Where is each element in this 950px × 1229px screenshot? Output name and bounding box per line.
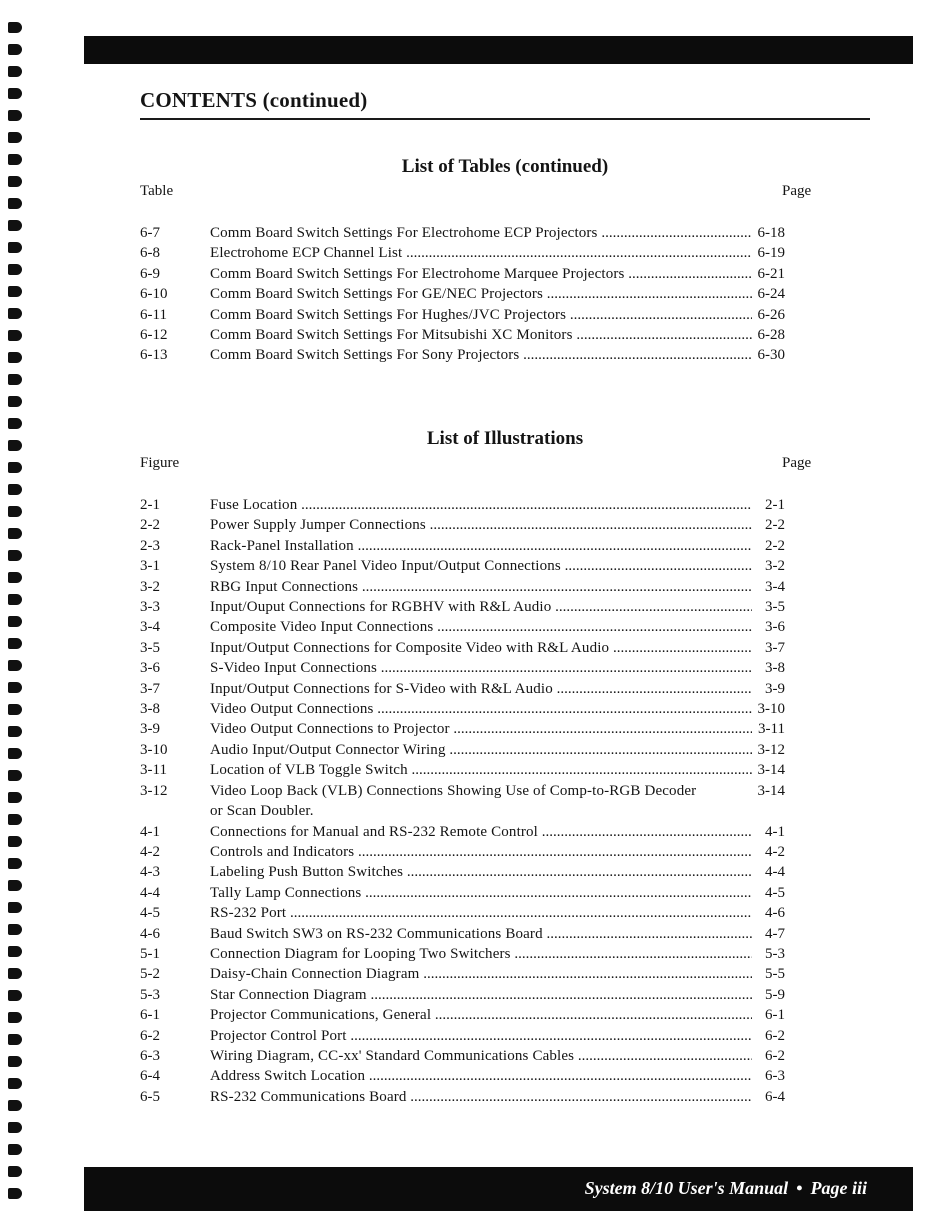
binding-hole (8, 770, 22, 781)
entry-title-text: Controls and Indicators ..... (210, 844, 752, 860)
entry-title (210, 264, 752, 284)
binding-hole (8, 308, 22, 319)
entry-title (210, 822, 752, 842)
entry-page: 6-30 (752, 345, 785, 365)
entry-page: 2-2 (752, 536, 785, 556)
entry-title (210, 699, 752, 719)
binding-hole (8, 242, 22, 253)
toc-row (140, 515, 785, 535)
toc-row (140, 284, 785, 304)
entry-page: 3-7 (752, 638, 785, 658)
entry-title (210, 223, 752, 243)
entry-title (210, 740, 752, 760)
entry-page: 5-5 (752, 964, 785, 984)
entry-title-text: S-Video Input Connections ..... (210, 660, 752, 676)
entry-number: 3-5 (140, 639, 160, 656)
entry-title-text: System 8/10 Rear Panel Video Input/Output Connections ..... (210, 558, 752, 574)
entry-title-text: Tally Lamp Connections ..... (210, 885, 752, 901)
entry-title-text: Composite Video Input Connections ..... (210, 619, 752, 635)
binding-hole (8, 220, 22, 231)
entry-page: 6-26 (752, 305, 785, 325)
entry-title-text: Projector Communications, General ..... (210, 1007, 752, 1023)
entry-number: 4-4 (140, 884, 160, 901)
toc-row (140, 1046, 785, 1066)
entry-title (210, 617, 752, 637)
entry-title-text: Audio Input/Output Connector Wiring ..... (210, 742, 752, 758)
toc-row (140, 924, 785, 944)
entry-title-text: RS-232 Port ..... (210, 905, 752, 921)
toc-row (140, 944, 785, 964)
entry-title (210, 760, 752, 780)
toc-row (140, 679, 785, 699)
entry-title (210, 1026, 752, 1046)
binding-hole (8, 946, 22, 957)
entry-title-text: Baud Switch SW3 on RS-232 Communications Board ..... (210, 926, 752, 942)
entry-number: 5-2 (140, 966, 160, 983)
entry-number: 3-11 (140, 762, 167, 779)
entry-number: 6-12 (140, 327, 168, 344)
entry-page: 3-9 (752, 679, 785, 699)
binding-hole (8, 374, 22, 385)
entry-title-text: Comm Board Switch Settings For Hughes/JVC Projectors ..... (210, 307, 752, 323)
binding-hole (8, 1100, 22, 1111)
entry-title-continuation: or Scan Doubler. (210, 803, 314, 820)
entry-title (210, 658, 752, 678)
entry-title (210, 284, 752, 304)
figure-column-label: Figure (140, 455, 180, 471)
toc-row (140, 985, 785, 1005)
binding-hole (8, 836, 22, 847)
entry-title (210, 862, 752, 882)
binding-hole (8, 726, 22, 737)
toc-row (140, 903, 785, 923)
binding-hole (8, 528, 22, 539)
tables-list (140, 223, 785, 366)
entry-number: 4-3 (140, 864, 160, 881)
entry-number: 3-7 (140, 680, 160, 697)
toc-row (140, 781, 785, 822)
entry-title (210, 495, 752, 515)
entry-title (210, 556, 752, 576)
binding-hole (8, 1012, 22, 1023)
entry-title (210, 883, 752, 903)
entry-title (210, 944, 752, 964)
entry-number: 4-2 (140, 843, 160, 860)
entry-page: 3-14 (752, 781, 785, 801)
binding-hole (8, 198, 22, 209)
entry-title-text: Location of VLB Toggle Switch ..... (210, 762, 752, 778)
entry-title-text: Projector Control Port ..... (210, 1028, 752, 1044)
entry-number: 6-13 (140, 347, 168, 364)
toc-row (140, 325, 785, 345)
entry-page: 5-3 (752, 944, 785, 964)
toc-row (140, 1087, 785, 1107)
binding-hole (8, 638, 22, 649)
toc-row (140, 597, 785, 617)
table-column-label: Table (140, 183, 174, 199)
entry-page: 6-4 (752, 1087, 785, 1107)
binding-hole (8, 286, 22, 297)
toc-row (140, 862, 785, 882)
toc-row (140, 536, 785, 556)
toc-row (140, 264, 785, 284)
binding-hole (8, 330, 22, 341)
entry-page: 3-11 (752, 719, 785, 739)
entry-title (210, 842, 752, 862)
toc-row (140, 577, 785, 597)
binding-hole (8, 88, 22, 99)
entry-title-text: Electrohome ECP Channel List ..... (210, 245, 752, 261)
binding-hole (8, 462, 22, 473)
footer-text (585, 1178, 867, 1199)
toc-row (140, 658, 785, 678)
binding-hole (8, 22, 22, 33)
footer-separator: • (796, 1178, 803, 1198)
entry-title-text: Wiring Diagram, CC-xx' Standard Communications Cables ..... (210, 1048, 752, 1064)
entry-number: 3-1 (140, 558, 160, 575)
binding-hole (8, 594, 22, 605)
toc-row (140, 842, 785, 862)
entry-number: 3-4 (140, 619, 160, 636)
entry-title (210, 1087, 752, 1107)
entry-title-text: Input/Output Connections for S-Video with R&L Audio ..... (210, 681, 752, 697)
entry-title-text: Comm Board Switch Settings For GE/NEC Projectors ..... (210, 286, 752, 302)
entry-number: 3-2 (140, 578, 160, 595)
entry-title (210, 1066, 752, 1086)
entry-page: 2-2 (752, 515, 785, 535)
binding-hole (8, 572, 22, 583)
tables-page-column-label: Page (782, 183, 812, 199)
entry-title (210, 515, 752, 535)
entry-number: 6-5 (140, 1088, 160, 1105)
entry-page: 6-19 (752, 243, 785, 263)
entry-title (210, 985, 752, 1005)
binding-hole (8, 1122, 22, 1133)
entry-number: 4-1 (140, 823, 160, 840)
binding-hole (8, 704, 22, 715)
entry-number: 6-2 (140, 1027, 160, 1044)
entry-number: 3-8 (140, 701, 160, 718)
entry-title (210, 964, 752, 984)
entry-number: 6-4 (140, 1068, 160, 1085)
entry-page: 6-18 (752, 223, 785, 243)
entry-title-text: Video Output Connections ..... (210, 701, 752, 717)
entry-number: 4-6 (140, 925, 160, 942)
toc-row (140, 1005, 785, 1025)
entry-title-text: Address Switch Location ..... (210, 1068, 752, 1084)
binding-hole (8, 44, 22, 55)
binding-hole (8, 902, 22, 913)
binding-hole (8, 396, 22, 407)
entry-page: 6-2 (752, 1046, 785, 1066)
entry-title-text: Connections for Manual and RS-232 Remote Control ..... (210, 824, 752, 840)
binding-hole (8, 110, 22, 121)
entry-title-text: Star Connection Diagram ..... (210, 987, 752, 1003)
entry-page: 6-2 (752, 1026, 785, 1046)
entry-title-text: Input/Output Connections for Composite Video with R&L Audio ..... (210, 640, 752, 656)
entry-page: 4-7 (752, 924, 785, 944)
entry-title (210, 638, 752, 658)
entry-number: 6-8 (140, 245, 160, 262)
entry-title-text: Power Supply Jumper Connections ..... (210, 517, 752, 533)
entry-title-text: RS-232 Communications Board ..... (210, 1089, 752, 1105)
binding-hole (8, 1166, 22, 1177)
footer-bar (84, 1167, 913, 1211)
binding-hole (8, 748, 22, 759)
entry-page: 4-5 (752, 883, 785, 903)
toc-row (140, 617, 785, 637)
toc-row (140, 699, 785, 719)
entry-title-text: Comm Board Switch Settings For Electrohome ECP Projectors ..... (210, 225, 752, 241)
binding-hole (8, 858, 22, 869)
binding-hole (8, 506, 22, 517)
entry-page: 3-4 (752, 577, 785, 597)
top-black-bar (84, 36, 913, 64)
entry-number: 6-10 (140, 286, 168, 303)
entry-title (210, 924, 752, 944)
entry-number: 6-11 (140, 306, 167, 323)
entry-title (210, 577, 752, 597)
entry-page: 4-6 (752, 903, 785, 923)
entry-page: 3-14 (752, 760, 785, 780)
toc-row (140, 243, 785, 263)
entry-page: 6-3 (752, 1066, 785, 1086)
entry-page: 3-6 (752, 617, 785, 637)
entry-title-text: RBG Input Connections ..... (210, 579, 752, 595)
entry-title-text: Comm Board Switch Settings For Electrohome Marquee Projectors ..... (210, 266, 752, 282)
entry-title (210, 903, 752, 923)
binding-hole (8, 968, 22, 979)
tables-heading: List of Tables (continued) (401, 156, 609, 177)
binding-hole (8, 880, 22, 891)
entry-page: 3-5 (752, 597, 785, 617)
entry-title-text: Video Output Connections to Projector ..... (210, 721, 752, 737)
entry-title (210, 781, 752, 822)
entry-title-text: Connection Diagram for Looping Two Switchers ..... (210, 946, 752, 962)
entry-title-text: Rack-Panel Installation ..... (210, 538, 752, 554)
entry-number: 4-5 (140, 905, 160, 922)
entry-page: 4-1 (752, 822, 785, 842)
binding-hole (8, 352, 22, 363)
toc-row (140, 495, 785, 515)
toc-row (140, 1026, 785, 1046)
binding-hole (8, 264, 22, 275)
entry-number: 3-10 (140, 741, 168, 758)
toc-row (140, 345, 785, 365)
entry-page: 4-4 (752, 862, 785, 882)
entry-title (210, 719, 752, 739)
binding-hole (8, 154, 22, 165)
toc-row (140, 760, 785, 780)
entry-title (210, 679, 752, 699)
entry-title (210, 1005, 752, 1025)
header-rule (140, 118, 870, 120)
entry-title-text: Daisy-Chain Connection Diagram ..... (210, 966, 752, 982)
entry-number: 6-7 (140, 225, 160, 241)
page-title: CONTENTS (continued) (140, 88, 368, 112)
binding-hole (8, 660, 22, 671)
entry-number: 3-9 (140, 721, 160, 738)
toc-row (140, 964, 785, 984)
binding-hole (8, 616, 22, 627)
binding-hole (8, 440, 22, 451)
binding-hole (8, 1034, 22, 1045)
entry-number: 3-3 (140, 599, 160, 616)
entry-page: 3-2 (752, 556, 785, 576)
entry-title-text: Comm Board Switch Settings For Mitsubishi XC Monitors ..... (210, 327, 752, 343)
entry-title (210, 325, 752, 345)
entry-page: 6-24 (752, 284, 785, 304)
toc-row (140, 883, 785, 903)
entry-page: 3-10 (752, 699, 785, 719)
illustrations-heading: List of Illustrations (426, 428, 584, 449)
entry-title-text: Input/Ouput Connections for RGBHV with R&L Audio ..... (210, 599, 752, 615)
figures-page-column-label: Page (782, 455, 812, 471)
entry-title (210, 243, 752, 263)
entry-title-text: Video Loop Back (VLB) Connections Showing Use of Comp-to-RGB Decoder (210, 782, 697, 799)
entry-number: 6-9 (140, 265, 160, 282)
entry-title (210, 345, 752, 365)
toc-row (140, 822, 785, 842)
illustrations-list (140, 495, 785, 1107)
toc-row (140, 305, 785, 325)
entry-page: 2-1 (752, 495, 785, 515)
binding-hole (8, 1144, 22, 1155)
entry-page: 3-12 (752, 740, 785, 760)
footer-page-number: Page iii (810, 1178, 867, 1198)
toc-row (140, 556, 785, 576)
binding-hole (8, 990, 22, 1001)
entry-number: 3-12 (140, 782, 168, 799)
entry-title (210, 597, 752, 617)
entry-number: 6-1 (140, 1007, 160, 1024)
entry-page: 4-2 (752, 842, 785, 862)
binding-hole (8, 1078, 22, 1089)
entry-number: 5-3 (140, 986, 160, 1003)
binding-hole (8, 814, 22, 825)
entry-title (210, 305, 752, 325)
entry-number: 2-3 (140, 537, 160, 554)
entry-number: 3-6 (140, 660, 160, 677)
footer-manual-title: System 8/10 User's Manual (584, 1178, 789, 1198)
binding-hole (8, 418, 22, 429)
entry-page: 3-8 (752, 658, 785, 678)
entry-number: 2-2 (140, 517, 160, 534)
toc-row (140, 1066, 785, 1086)
entry-number: 6-3 (140, 1047, 160, 1064)
binding-hole (8, 176, 22, 187)
binding-hole (8, 550, 22, 561)
entry-page: 6-21 (752, 264, 785, 284)
entry-page: 5-9 (752, 985, 785, 1005)
toc-row (140, 638, 785, 658)
binding-hole (8, 1188, 22, 1199)
binding-hole (8, 792, 22, 803)
binding-hole (8, 484, 22, 495)
entry-page: 6-1 (752, 1005, 785, 1025)
entry-title (210, 1046, 752, 1066)
binding-hole (8, 682, 22, 693)
binding-hole (8, 66, 22, 77)
entry-title-text: Labeling Push Button Switches ..... (210, 864, 752, 880)
toc-row (140, 223, 785, 243)
entry-title (210, 536, 752, 556)
toc-row (140, 740, 785, 760)
binding-hole (8, 132, 22, 143)
toc-row (140, 719, 785, 739)
binding-hole (8, 924, 22, 935)
entry-page: 6-28 (752, 325, 785, 345)
entry-title-text: Fuse Location ..... (210, 497, 752, 513)
entry-number: 2-1 (140, 497, 160, 513)
entry-number: 5-1 (140, 945, 160, 962)
entry-title-text: Comm Board Switch Settings For Sony Projectors ..... (210, 347, 752, 363)
binding-hole (8, 1056, 22, 1067)
